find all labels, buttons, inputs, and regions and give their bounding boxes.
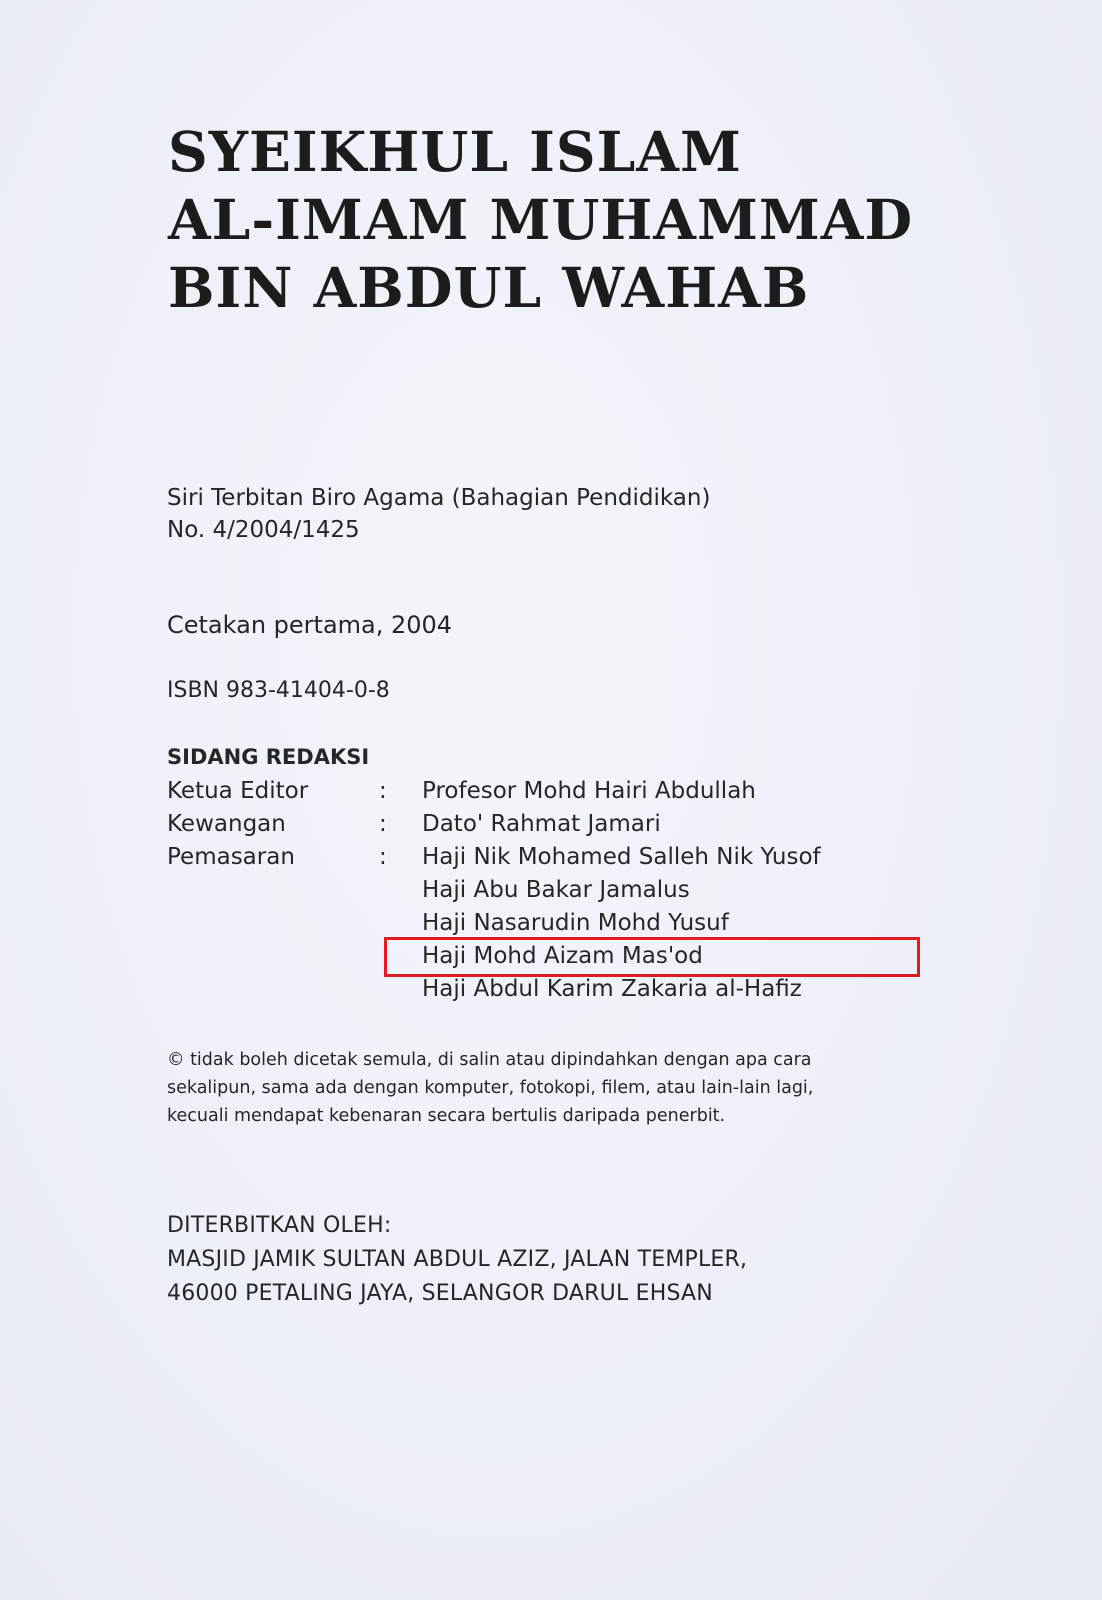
board-member: Dato' Rahmat Jamari — [422, 811, 661, 837]
book-title — [168, 118, 913, 322]
board-colon: : — [379, 844, 387, 870]
copyright-line-1: © tidak boleh dicetak semula, di salin atau dipindahkan dengan apa cara — [167, 1050, 812, 1070]
board-names — [422, 775, 756, 808]
board-row-chief-editor — [167, 775, 821, 808]
book-title-line-3: BIN ABDUL WAHAB — [168, 255, 810, 320]
board-role: Ketua Editor — [167, 778, 309, 804]
board-role: Pemasaran — [167, 844, 295, 870]
book-title-line-2: AL-IMAM MUHAMMAD — [168, 187, 914, 252]
copyright-line-3: kecuali mendapat kebenaran secara bertulis daripada penerbit. — [167, 1106, 726, 1126]
board-member: Haji Abdul Karim Zakaria al-Hafiz — [422, 976, 802, 1002]
board-colon: : — [379, 811, 387, 837]
board-member: Haji Abu Bakar Jamalus — [422, 877, 690, 903]
board-member: Haji Nasarudin Mohd Yusuf — [422, 910, 729, 936]
book-title-line-1: SYEIKHUL ISLAM — [168, 119, 742, 184]
series-number: No. 4/2004/1425 — [167, 517, 360, 543]
board-names — [422, 808, 661, 841]
highlight-box — [384, 937, 920, 977]
board-member: Profesor Mohd Hairi Abdullah — [422, 778, 756, 804]
copyright-notice — [167, 1046, 967, 1130]
publisher-address-1: MASJID JAMIK SULTAN ABDUL AZIZ, JALAN TEMPLER, — [167, 1247, 748, 1272]
board-row-finance — [167, 808, 821, 841]
edition-statement: Cetakan pertama, 2004 — [167, 611, 453, 639]
copyright-line-2: sekalipun, sama ada dengan komputer, fotokopi, filem, atau lain-lain lagi, — [167, 1078, 814, 1098]
publisher-info — [167, 1209, 747, 1311]
board-colon: : — [379, 778, 387, 804]
isbn: ISBN 983-41404-0-8 — [167, 678, 390, 703]
board-row-marketing — [167, 841, 821, 1006]
publisher-address-2: 46000 PETALING JAYA, SELANGOR DARUL EHSAN — [167, 1281, 713, 1306]
series-name: Siri Terbitan Biro Agama (Bahagian Pendidikan) — [167, 485, 711, 511]
publisher-heading: DITERBITKAN OLEH: — [167, 1213, 392, 1238]
board-member: Haji Nik Mohamed Salleh Nik Yusof — [422, 844, 821, 870]
board-names — [422, 841, 821, 1006]
board-member-highlighted: Haji Mohd Aizam Mas'od — [422, 943, 703, 969]
editorial-board-heading: SIDANG REDAKSI — [167, 745, 370, 769]
board-role: Kewangan — [167, 811, 286, 837]
series-info — [167, 482, 710, 546]
